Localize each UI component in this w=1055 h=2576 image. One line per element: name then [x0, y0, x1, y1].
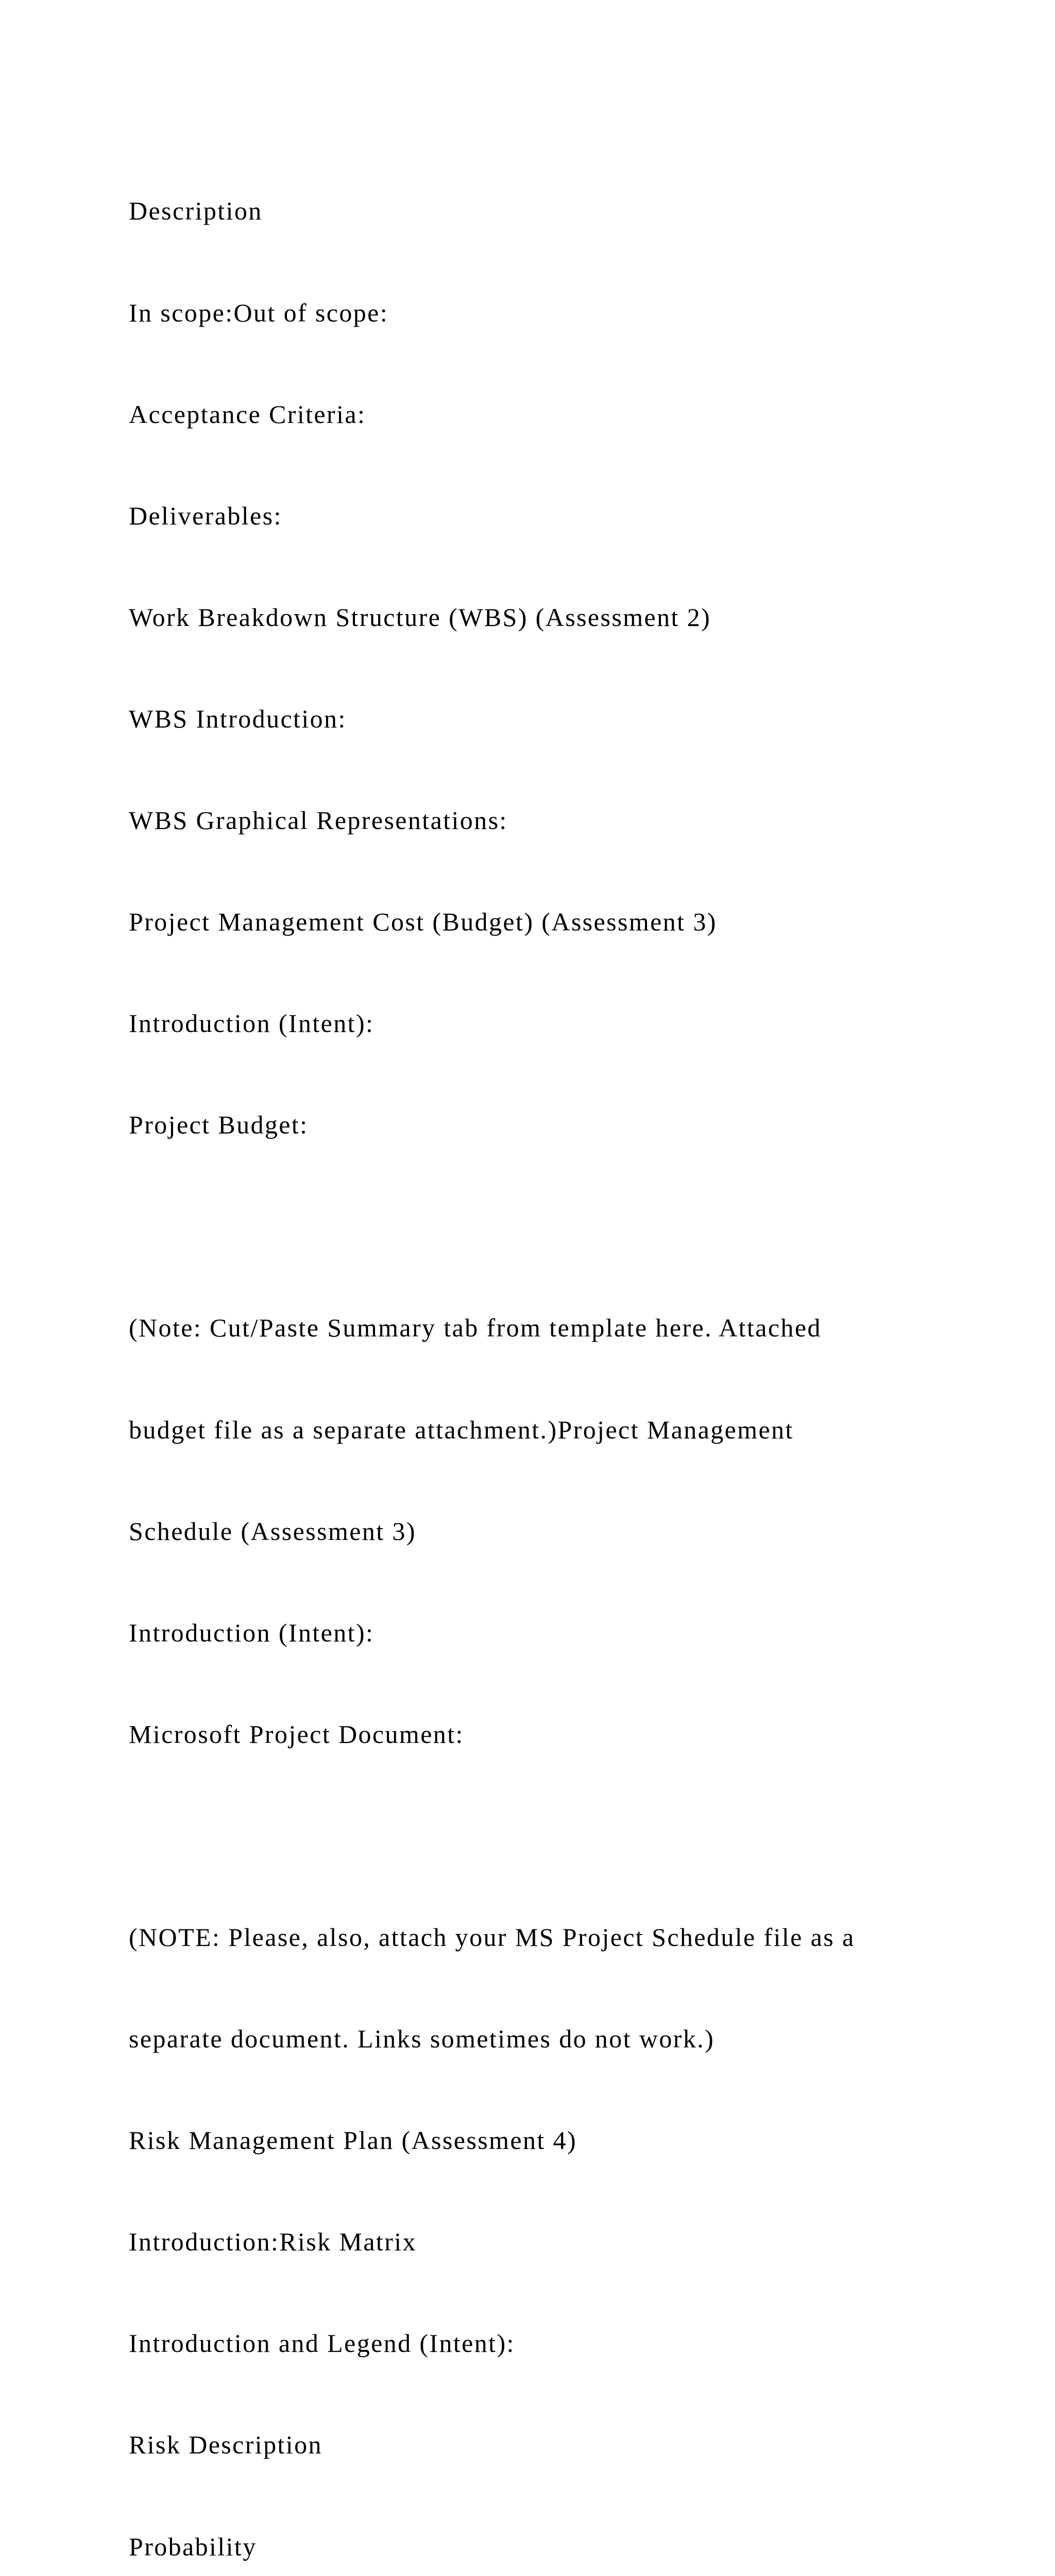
text-line: Microsoft Project Document:: [129, 1719, 464, 1749]
text-line: budget file as a separate attachment.)Project Management: [129, 1415, 794, 1444]
text-line: Project Budget:: [129, 1110, 309, 1140]
document-body: [129, 127, 1005, 2576]
text-line: Work Breakdown Structure (WBS) (Assessment 2): [129, 602, 711, 632]
text-line: In scope:Out of scope:: [129, 298, 389, 327]
text-line: Introduction (Intent):: [129, 1618, 375, 1647]
text-line: (Note: Cut/Paste Summary tab from template here. Attached: [129, 1313, 822, 1343]
text-line: WBS Graphical Representations:: [129, 805, 508, 835]
text-line: Deliverables:: [129, 501, 282, 530]
text-line: Probability: [129, 2532, 257, 2561]
text-line: Description: [129, 196, 263, 226]
text-line: Project Management Cost (Budget) (Assessment 3): [129, 907, 717, 937]
text-line: Introduction and Legend (Intent):: [129, 2329, 515, 2358]
text-line: (NOTE: Please, also, attach your MS Project Schedule file as a: [129, 1923, 855, 1952]
text-line: WBS Introduction:: [129, 704, 347, 733]
blank-line: [129, 1819, 1005, 1853]
text-line: Introduction (Intent):: [129, 1009, 375, 1038]
text-line: Acceptance Criteria:: [129, 399, 366, 429]
text-line: Risk Management Plan (Assessment 4): [129, 2126, 577, 2155]
text-line: Schedule (Assessment 3): [129, 1516, 416, 1546]
text-line: Introduction:Risk Matrix: [129, 2227, 417, 2257]
text-line: separate document. Links sometimes do not work.): [129, 2024, 715, 2054]
blank-line: [129, 1210, 1005, 1244]
text-line: Risk Description: [129, 2430, 322, 2460]
